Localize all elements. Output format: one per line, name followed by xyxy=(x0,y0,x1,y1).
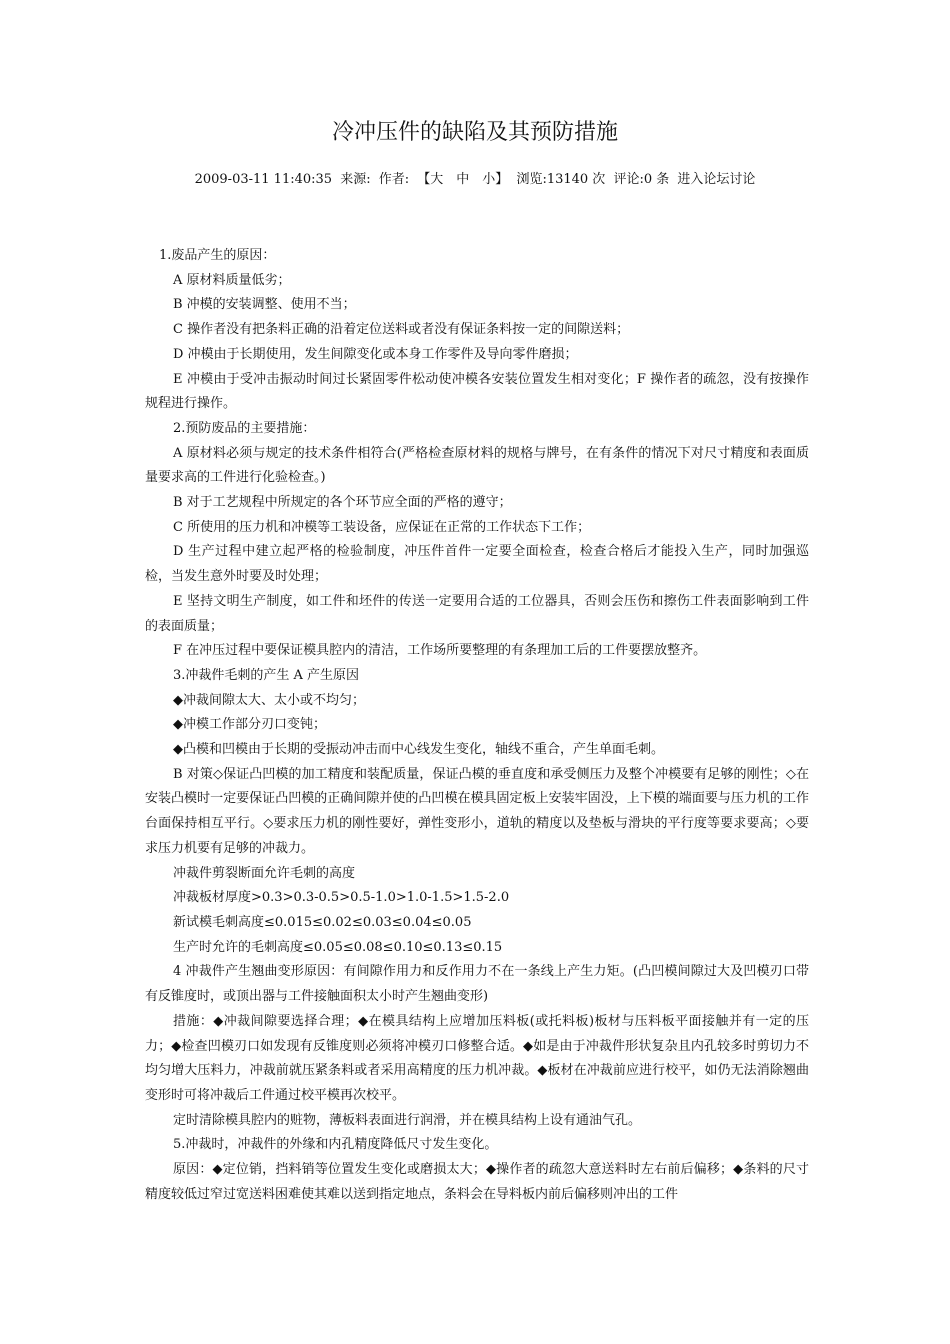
paragraph: 原因：◆定位销，挡料销等位置发生变化或磨损太大；◆操作者的疏忽大意送料时左右前后偏移；◆条料的尺寸精度较低过窄过宽送料困难使其难以送到指定地点，条料会在导料板内前后偏移则冲出的工件 xyxy=(145,1162,809,1202)
article-body xyxy=(145,244,809,1207)
paragraph: 冲裁件剪裂断面允许毛刺的高度 xyxy=(173,865,356,881)
paragraph: D 冲模由于长期使用，发生间隙变化或本身工作零件及导向零件磨损； xyxy=(173,346,578,362)
paragraph: 2.预防废品的主要措施： xyxy=(173,420,316,436)
font-size-selector[interactable]: 【大 中 小】 xyxy=(417,172,509,187)
paragraph: 定时清除模具腔内的赃物，薄板料表面进行润滑，并在模具结构上设有通油气孔。 xyxy=(173,1112,642,1128)
source-label: 来源: xyxy=(340,172,371,187)
paragraph: 生产时允许的毛刺高度≤0.05≤0.08≤0.10≤0.13≤0.15 xyxy=(173,939,503,955)
paragraph: C 所使用的压力机和冲模等工装设备，应保证在正常的工作状态下工作； xyxy=(173,519,591,535)
article-meta xyxy=(0,170,950,190)
author-label: 作者: xyxy=(378,172,410,187)
paragraph: A 原材料必须与规定的技术条件相符合(严格检查原材料的规格与牌号，在有条件的情况下对尺寸精度和表面质量要求高的工件进行化验检查。) xyxy=(145,445,809,486)
paragraph: ◆凸模和凹模由于长期的受振动冲击而中心线发生变化，轴线不重合，产生单面毛刺。 xyxy=(173,742,664,758)
paragraph: A 原材料质量低劣； xyxy=(173,272,291,288)
paragraph: ◆冲裁间隙太大、太小或不均匀； xyxy=(173,692,365,708)
paragraph: 5.冲裁时，冲裁件的外缘和内孔精度降低尺寸发生变化。 xyxy=(173,1137,498,1153)
paragraph: 3.冲裁件毛刺的产生 A 产生原因 xyxy=(173,667,360,683)
paragraph: B 对于工艺规程中所规定的各个环节应全面的严格的遵守； xyxy=(173,495,512,511)
publish-datetime: 2009-03-11 11:40:35 xyxy=(194,172,333,187)
comment-count: 评论:0 条 xyxy=(613,172,670,187)
paragraph: 1.废品产生的原因： xyxy=(159,248,276,263)
paragraph: B 冲模的安装调整、使用不当； xyxy=(173,297,356,313)
paragraph: C 操作者没有把条料正确的沿着定位送料或者没有保证条料按一定的间隙送料； xyxy=(173,322,630,338)
paragraph: ◆冲模工作部分刃口变钝； xyxy=(173,717,326,733)
paragraph: 冲裁板材厚度>0.3>0.3-0.5>0.5-1.0>1.0-1.5>1.5-2.0 xyxy=(173,890,510,906)
paragraph: D 生产过程中建立起严格的检验制度，冲压件首件一定要全面检查，检查合格后才能投入生产，同时加强巡检，当发生意外时要及时处理； xyxy=(145,544,809,585)
forum-link[interactable]: 进入论坛讨论 xyxy=(677,172,756,187)
article-title: 冷冲压件的缺陷及其预防措施 xyxy=(331,120,618,145)
paragraph: 新试模毛刺高度≤0.015≤0.02≤0.03≤0.04≤0.05 xyxy=(173,914,472,930)
paragraph: B 对策◇保证凸凹模的加工精度和装配质量，保证凸模的垂直度和承受侧压力及整个冲模要有足够的刚性；◇在安装凸模时一定要保证凸凹模的正确间隙并使的凸凹模在模具固定板上安装牢固没，上下模的端面要与压力机的工作台面保持相互平行。◇要求压力机的刚性要好，弹性变形小，道轨的精度以及垫板与滑块的平行度等要求要高；◇要求压力机要有足够的冲裁力。 xyxy=(145,766,809,856)
paragraph: F 在冲压过程中要保证模具腔内的清洁，工作场所要整理的有条理加工后的工件要摆放整齐。 xyxy=(173,643,707,659)
view-count: 浏览:13140 次 xyxy=(516,172,606,187)
paragraph: E 坚持文明生产制度，如工件和坯件的传送一定要用合适的工位器具，否则会压伤和擦伤工件表面影响到工件的表面质量； xyxy=(145,593,809,634)
paragraph: 措施：◆冲裁间隙要选择合理；◆在模具结构上应增加压料板(或托料板)板材与压料板平面接触并有一定的压力；◆检查凹模刃口如发现有反锥度则必须将冲模刃口修整合适。◆如是由于冲裁件形状复杂且内孔较多时剪切力不均匀增大压料力，冲裁前就压紧条料或者采用高精度的压力机冲裁。◆板材在冲裁前应进行校平，如仍无法消除翘曲变形时可将冲裁后工件通过校平模再次校平。 xyxy=(145,1013,809,1103)
paragraph: 4 冲裁件产生翘曲变形原因：有间隙作用力和反作用力不在一条线上产生力矩。(凸凹模间隙过大及凹模刃口带有反锥度时，或顶出器与工件接触面积太小时产生翘曲变形) xyxy=(145,964,809,1005)
paragraph: E 冲模由于受冲击振动时间过长紧固零件松动使冲模各安装位置发生相对变化；F 操作者的疏忽，没有按操作规程进行操作。 xyxy=(145,371,809,412)
